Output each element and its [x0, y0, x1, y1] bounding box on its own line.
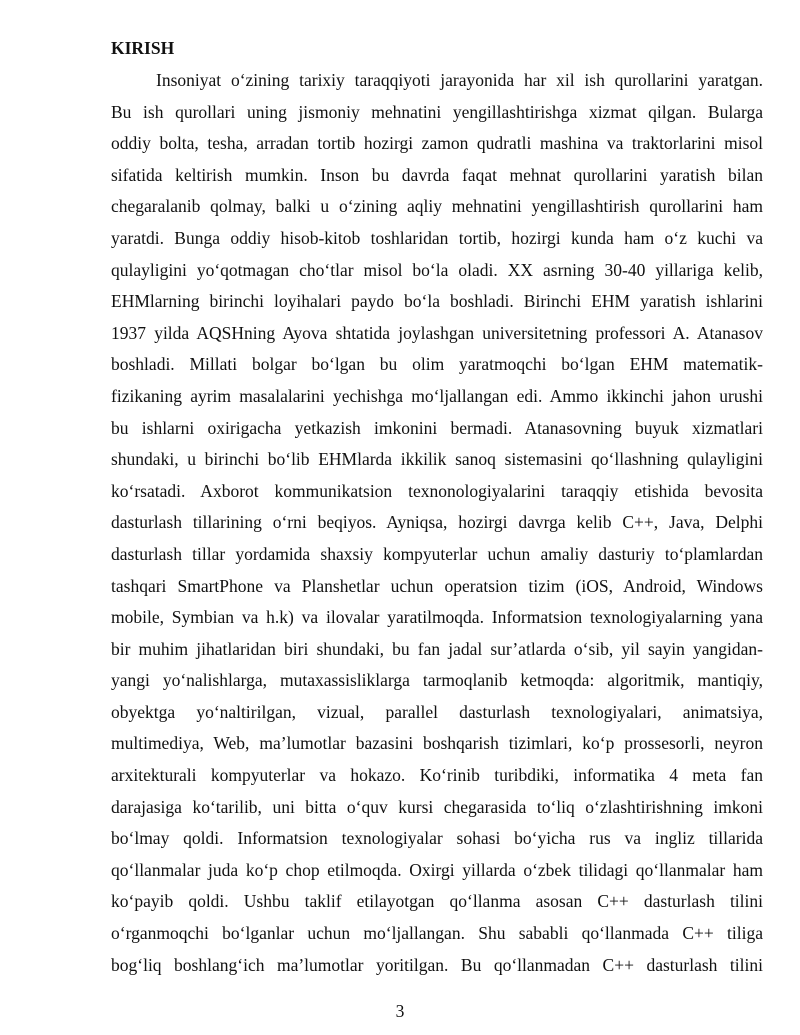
text-line: bog‘liq boshlang‘ich ma’lumotlar yoritilgan. Bu qo‘llanmadan C++ dasturlash tilini: [111, 954, 763, 975]
text-line: bir muhim jihatlaridan biri shundaki, bu fan jadal sur’atlarda o‘sib, yil sayin yangidan-: [111, 638, 763, 659]
text-line: fizikaning ayrim masalalarini yechishga mo‘ljallangan edi. Ammo ikkinchi jahon urushi: [111, 385, 763, 406]
text-line: tashqari SmartPhone va Planshetlar uchun operatsion tizim (iOS, Android, Windows: [111, 575, 763, 596]
text-line: arxitekturali kompyuterlar va hokazo. Ko‘rinib turibdiki, informatika 4 meta fan: [111, 765, 763, 786]
text-line: sifatida keltirish mumkin. Inson bu davrda faqat mehnat qurollarini yaratish bilan: [111, 164, 763, 185]
text-line: ko‘payib qoldi. Ushbu taklif etilayotgan qo‘llanma asosan C++ dasturlash tilini: [111, 891, 763, 912]
text-line: mobile, Symbian va h.k) va ilovalar yaratilmoqda. Informatsion texnologiyalarning yana: [111, 607, 763, 628]
text-line: qulayligini yo‘qotmagan cho‘tlar misol bo‘la oladi. XX asrning 30-40 yillariga kelib,: [111, 259, 763, 280]
text-line: bu ishlarni oxirigacha yetkazish imkonini bermadi. Atanasovning buyuk xizmatlari: [111, 417, 763, 438]
text-line: shundaki, u birinchi bo‘lib EHMlarda ikkilik sanoq sistemasini qo‘llashning qulayligini: [111, 449, 763, 470]
text-line: bo‘lmay qoldi. Informatsion texnologiyalar sohasi bo‘yicha rus va ingliz tillarida: [111, 828, 763, 849]
text-line: ko‘rsatadi. Axborot kommunikatsion texnonologiyalarini taraqqiy etishida bevosita: [111, 480, 763, 501]
text-line: EHMlarning birinchi loyihalari paydo bo‘la boshladi. Birinchi EHM yaratish ishlarini: [111, 291, 763, 312]
text-line: boshladi. Millati bolgar bo‘lgan bu olim yaratmoqchi bo‘lgan EHM matematik-: [111, 354, 763, 375]
text-line: dasturlash tillar yordamida shaxsiy kompyuterlar uchun amaliy dasturiy to‘plamlardan: [111, 543, 763, 564]
text-line: Insoniyat o‘zining tarixiy taraqqiyoti jarayonida har xil ish qurollarini yaratgan.: [156, 70, 763, 90]
text-line: 1937 yilda AQSHning Ayova shtatida joylashgan universitetning professori A. Atanasov: [111, 322, 763, 343]
page-number: 3: [395, 1001, 405, 1021]
text-line: chegaralanib qolmay, balki u o‘zining aqliy mehnatini yengillashtirish qurollarini ham: [111, 196, 763, 217]
text-line: oddiy bolta, tesha, arradan tortib hozirgi zamon qudratli mashina va traktorlarini misol: [111, 133, 763, 154]
text-line: yaratdi. Bunga oddiy hisob-kitob toshlaridan tortib, hozirgi kunda ham o‘z kuchi va: [111, 227, 763, 248]
section-heading: KIRISH: [111, 38, 175, 58]
text-line: Bu ish qurollari uning jismoniy mehnatini yengillashtirishga xizmat qilgan. Bularga: [111, 101, 763, 122]
text-line: dasturlash tillarining o‘rni beqiyos. Ayniqsa, hozirgi davrga kelib C++, Java, Delphi: [111, 512, 763, 533]
text-line: yangi yo‘nalishlarga, mutaxassisliklarga tarmoqlanib ketmoqda: algoritmik, mantiqiy,: [111, 670, 763, 691]
text-line: o‘rganmoqchi bo‘lganlar uchun mo‘ljallangan. Shu sababli qo‘llanmada C++ tiliga: [111, 923, 763, 944]
text-line: qo‘llanmalar juda ko‘p chop etilmoqda. Oxirgi yillarda o‘zbek tilidagi qo‘llanmalar ham: [111, 859, 763, 880]
text-line: darajasiga ko‘tarilib, uni bitta o‘quv kursi chegarasida to‘liq o‘zlashtirishning imkoni: [111, 796, 763, 817]
text-line: multimediya, Web, ma’lumotlar bazasini boshqarish tizimlari, ko‘p prossesorli, neyron: [111, 733, 763, 754]
body-paragraph: [111, 65, 763, 981]
text-line: obyektga yo‘naltirilgan, vizual, parallel dasturlash texnologiyalari, animatsiya,: [111, 701, 763, 722]
